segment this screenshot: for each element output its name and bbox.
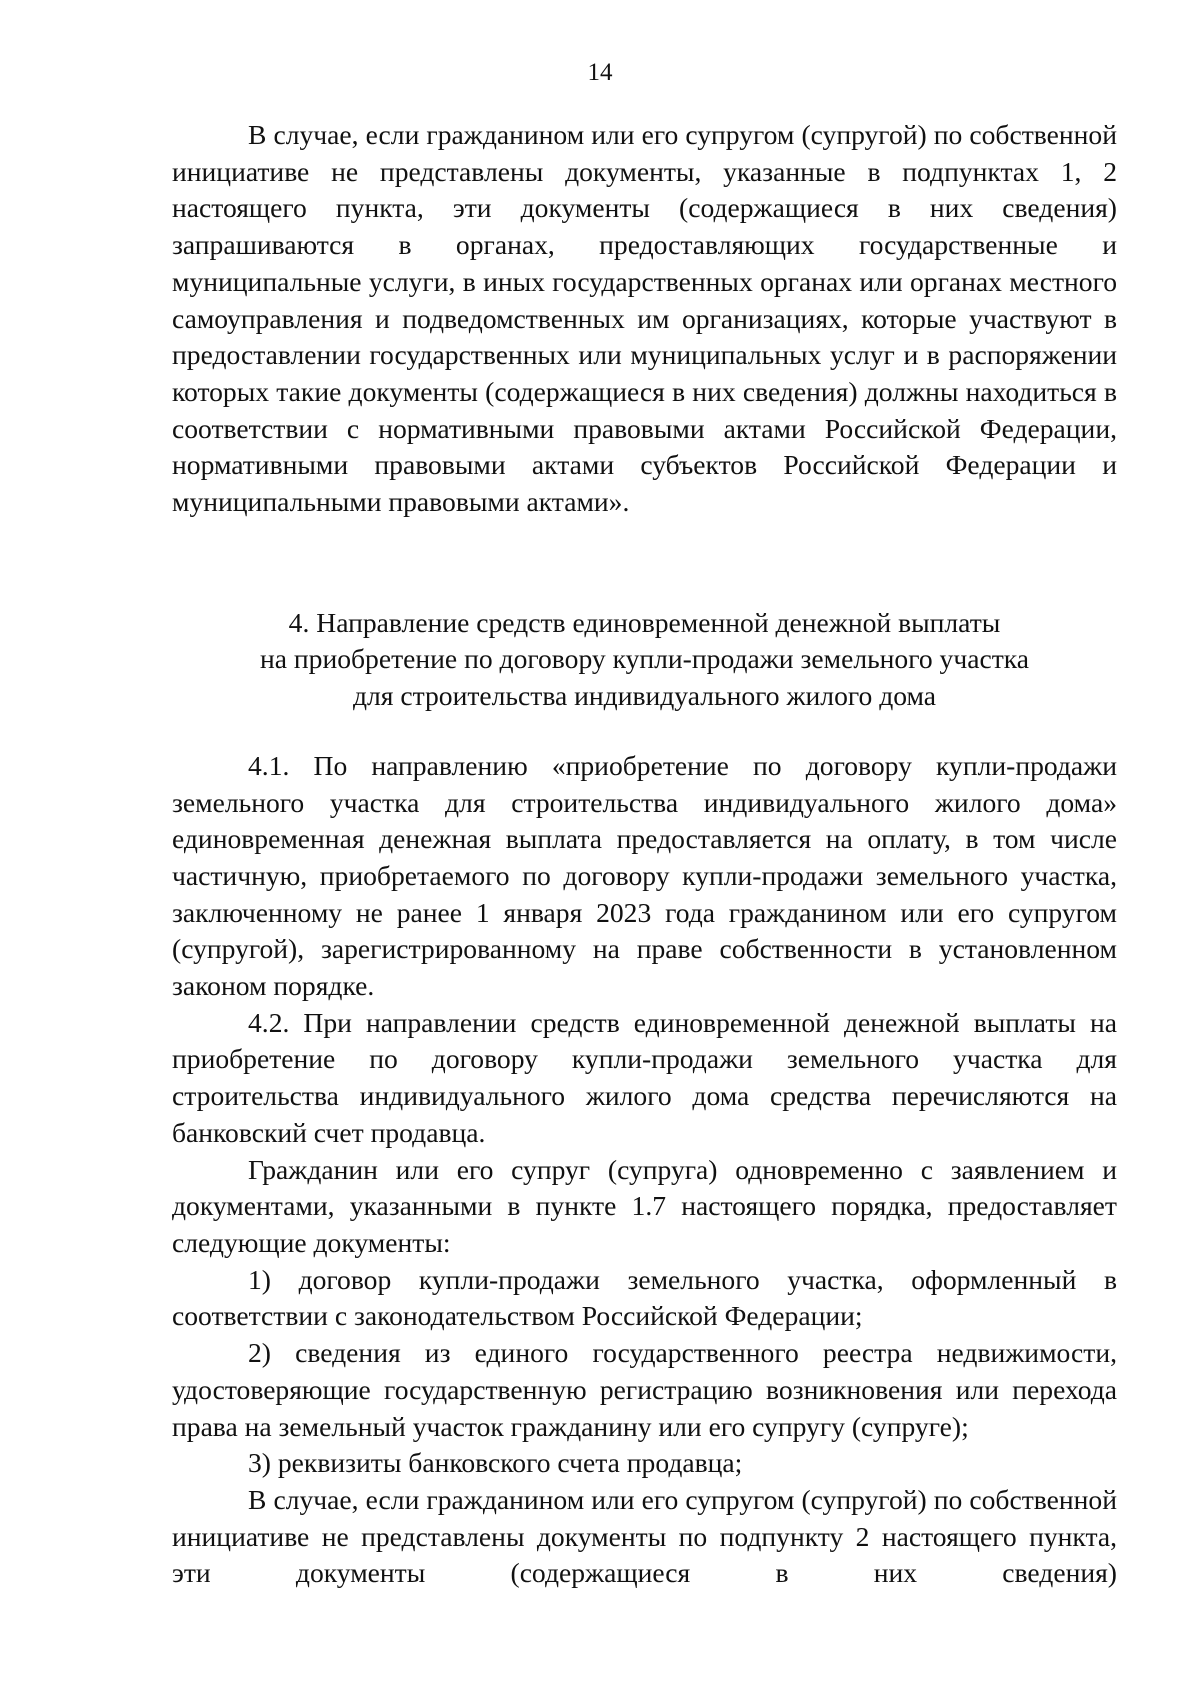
- list-item-2: 2) сведения из единого государственного реестра недвижимости, удостоверяющие государственную регистрацию возникновения или перехода права на земельный участок гражданину или его супругу (супруге);: [172, 1337, 1117, 1442]
- paragraph-requests-info: В случае, если гражданином или его супругом (супругой) по собственной инициативе не представлены документы, указанные в подпунктах 1, 2 настоящего пункта, эти документы (содержащиеся в них сведения) запрашиваются в органах, предоставляющих государственные и муниципальные услуги, в иных государственных органах или органах местного самоуправления и подведомственных им организациях, которые участвуют в предоставлении государственных или муниципальных услуг и в распоряжении которых такие документы (содержащиеся в них сведения) должны находиться в соответствии с нормативными правовыми актами Российской Федерации, нормативными правовыми актами субъектов Российской Федерации и муниципальными правовыми актами».: [172, 119, 1117, 518]
- document-body: [172, 117, 1117, 1592]
- section-heading: [172, 605, 1117, 715]
- paragraph-documents-intro: Гражданин или его супруг (супруга) одновременно с заявлением и документами, указанными в пункте 1.7 настоящего порядка, предоставляет следующие документы:: [172, 1153, 1117, 1258]
- list-item-1: 1) договор купли-продажи земельного участка, оформленный в соответствии с законодательством Российской Федерации;: [172, 1263, 1117, 1332]
- paragraph-continued: В случае, если гражданином или его супругом (супругой) по собственной инициативе не представлены документы по подпункту 2 настоящего пункта, эти документы (содержащиеся в них сведения): [172, 1483, 1117, 1589]
- section-heading-line: 4. Направление средств единовременной денежной выплаты: [288, 606, 1001, 638]
- section-heading-line: для строительства индивидуального жилого дома: [352, 680, 937, 712]
- paragraph-4-1: 4.1. По направлению «приобретение по договору купли-продажи земельного участка для строительства индивидуального жилого дома» единовременная денежная выплата предоставляется на оплату, в том числе частичную, приобретаемого по договору купли-продажи земельного участка, заключенному не ранее 1 января 2023 года гражданином или его супругом (супругой), зарегистрированному на праве собственности в установленном законом порядке.: [172, 749, 1117, 1002]
- paragraph-4-2: 4.2. При направлении средств единовременной денежной выплаты на приобретение по договору купли-продажи земельного участка для строительства индивидуального жилого дома средства перечисляются на банковский счет продавца.: [172, 1006, 1117, 1148]
- page-number: 14: [587, 59, 613, 86]
- list-item-3: 3) реквизиты банковского счета продавца;: [248, 1447, 743, 1479]
- section-heading-line: на приобретение по договору купли-продажи земельного участка: [259, 643, 1030, 675]
